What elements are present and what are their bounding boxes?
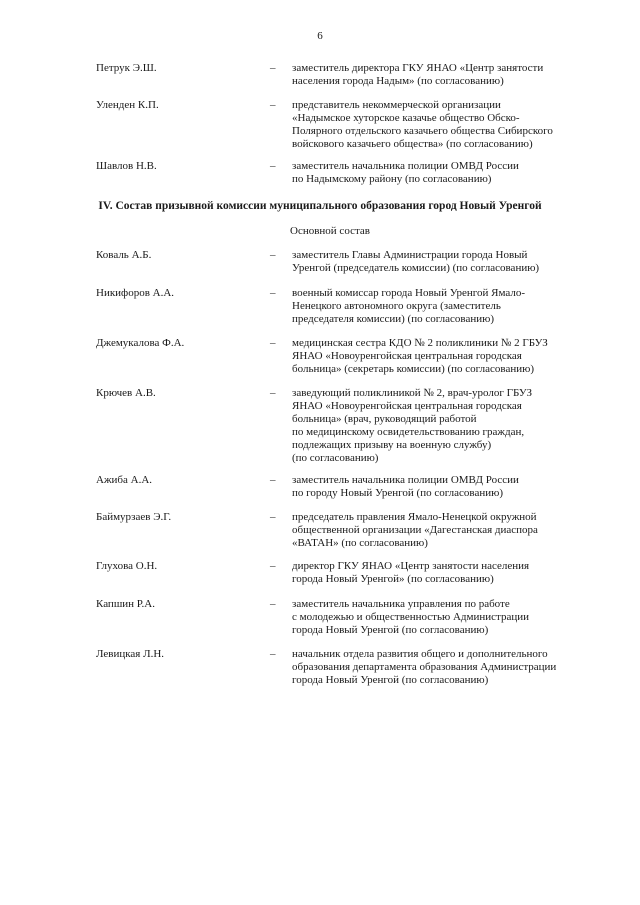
dash-separator: – bbox=[270, 99, 276, 111]
member-position bbox=[292, 387, 612, 465]
section-heading: IV. Состав призывной комиссии муниципального образования город Новый Уренгой bbox=[98, 200, 542, 212]
member-name: Баймурзаев Э.Г. bbox=[96, 511, 172, 523]
member-name: Капшин Р.А. bbox=[96, 598, 155, 610]
member-name: Глухова О.Н. bbox=[96, 560, 158, 572]
position-line: подлежащих призыву на военную службу) bbox=[292, 439, 492, 451]
page-number: 6 bbox=[317, 30, 323, 42]
position-line: города Новый Уренгой (по согласованию) bbox=[292, 624, 489, 636]
member-position bbox=[292, 62, 612, 88]
dash-separator: – bbox=[270, 511, 276, 523]
position-line: председателя комиссии) (по согласованию) bbox=[292, 313, 495, 325]
member-position bbox=[292, 560, 612, 586]
position-line: города Новый Уренгой (по согласованию) bbox=[292, 674, 489, 686]
position-line: ЯНАО «Новоуренгойская центральная городская bbox=[292, 350, 522, 362]
dash-separator: – bbox=[270, 598, 276, 610]
dash-separator: – bbox=[270, 474, 276, 486]
member-position bbox=[292, 249, 612, 275]
member-position bbox=[292, 598, 612, 637]
position-line: заместитель начальника управления по работе bbox=[292, 598, 510, 610]
position-line: медицинская сестра КДО № 2 поликлиники № 2 ГБУЗ bbox=[292, 337, 548, 349]
dash-separator: – bbox=[270, 287, 276, 299]
dash-separator: – bbox=[270, 387, 276, 399]
member-position bbox=[292, 337, 612, 376]
position-line: заместитель начальника полиции ОМВД России bbox=[292, 160, 519, 172]
position-line: с молодежью и общественностью Администрации bbox=[292, 611, 529, 623]
member-name: Ажиба А.А. bbox=[96, 474, 153, 486]
member-name: Коваль А.Б. bbox=[96, 249, 152, 261]
position-line: представитель некоммерческой организации bbox=[292, 99, 501, 111]
position-line: Уренгой (председатель комиссии) (по согласованию) bbox=[292, 262, 540, 274]
position-line: заместитель Главы Администрации города Новый bbox=[292, 249, 528, 261]
position-line: военный комиссар города Новый Уренгой Ямало- bbox=[292, 287, 526, 299]
member-name: Уленден К.П. bbox=[96, 99, 159, 111]
member-name: Шавлов Н.В. bbox=[96, 160, 157, 172]
position-line: общественной организации «Дагестанская диаспора bbox=[292, 524, 538, 536]
member-name: Левицкая Л.Н. bbox=[96, 648, 165, 660]
member-position bbox=[292, 99, 612, 151]
position-line: заместитель директора ГКУ ЯНАО «Центр занятости bbox=[292, 62, 544, 74]
position-line: больница» (врач, руководящий работой bbox=[292, 413, 477, 425]
dash-separator: – bbox=[270, 337, 276, 349]
member-name: Никифоров А.А. bbox=[96, 287, 175, 299]
position-line: Ненецкого автономного округа (заместитель bbox=[292, 300, 501, 312]
dash-separator: – bbox=[270, 560, 276, 572]
member-position bbox=[292, 287, 612, 326]
position-line: «Надымское хуторское казачье общество Обско- bbox=[292, 112, 520, 124]
member-position bbox=[292, 648, 612, 687]
position-line: начальник отдела развития общего и дополнительного bbox=[292, 648, 548, 660]
position-line: образования департамента образования Администрации bbox=[292, 661, 557, 673]
subsection-heading: Основной состав bbox=[290, 225, 370, 237]
position-line: по Надымскому району (по согласованию) bbox=[292, 173, 492, 185]
position-line: ЯНАО «Новоуренгойская центральная городская bbox=[292, 400, 522, 412]
member-name: Джемукалова Ф.А. bbox=[96, 337, 185, 349]
dash-separator: – bbox=[270, 62, 276, 74]
position-line: директор ГКУ ЯНАО «Центр занятости населения bbox=[292, 560, 530, 572]
position-line: по городу Новый Уренгой (по согласованию) bbox=[292, 487, 504, 499]
member-name: Крючев А.В. bbox=[96, 387, 156, 399]
position-line: заместитель начальника полиции ОМВД России bbox=[292, 474, 519, 486]
position-line: (по согласованию) bbox=[292, 452, 379, 464]
member-name: Петрук Э.Ш. bbox=[96, 62, 157, 74]
position-line: города Новый Уренгой» (по согласованию) bbox=[292, 573, 494, 585]
position-line: Полярного отдельского казачьего общества Сибирского bbox=[292, 125, 553, 137]
dash-separator: – bbox=[270, 160, 276, 172]
position-line: председатель правления Ямало-Ненецкой окружной bbox=[292, 511, 537, 523]
member-position bbox=[292, 474, 612, 500]
position-line: войскового казачьего общества» (по согласованию) bbox=[292, 138, 533, 150]
member-position bbox=[292, 160, 612, 186]
position-line: заведующий поликлиникой № 2, врач-уролог ГБУЗ bbox=[292, 387, 533, 399]
position-line: «ВАТАН» (по согласованию) bbox=[292, 537, 428, 549]
position-line: населения города Надым» (по согласованию) bbox=[292, 75, 504, 87]
member-position bbox=[292, 511, 612, 550]
dash-separator: – bbox=[270, 249, 276, 261]
dash-separator: – bbox=[270, 648, 276, 660]
position-line: больница» (секретарь комиссии) (по согласованию) bbox=[292, 363, 534, 375]
position-line: по медицинскому освидетельствованию граждан, bbox=[292, 426, 525, 438]
